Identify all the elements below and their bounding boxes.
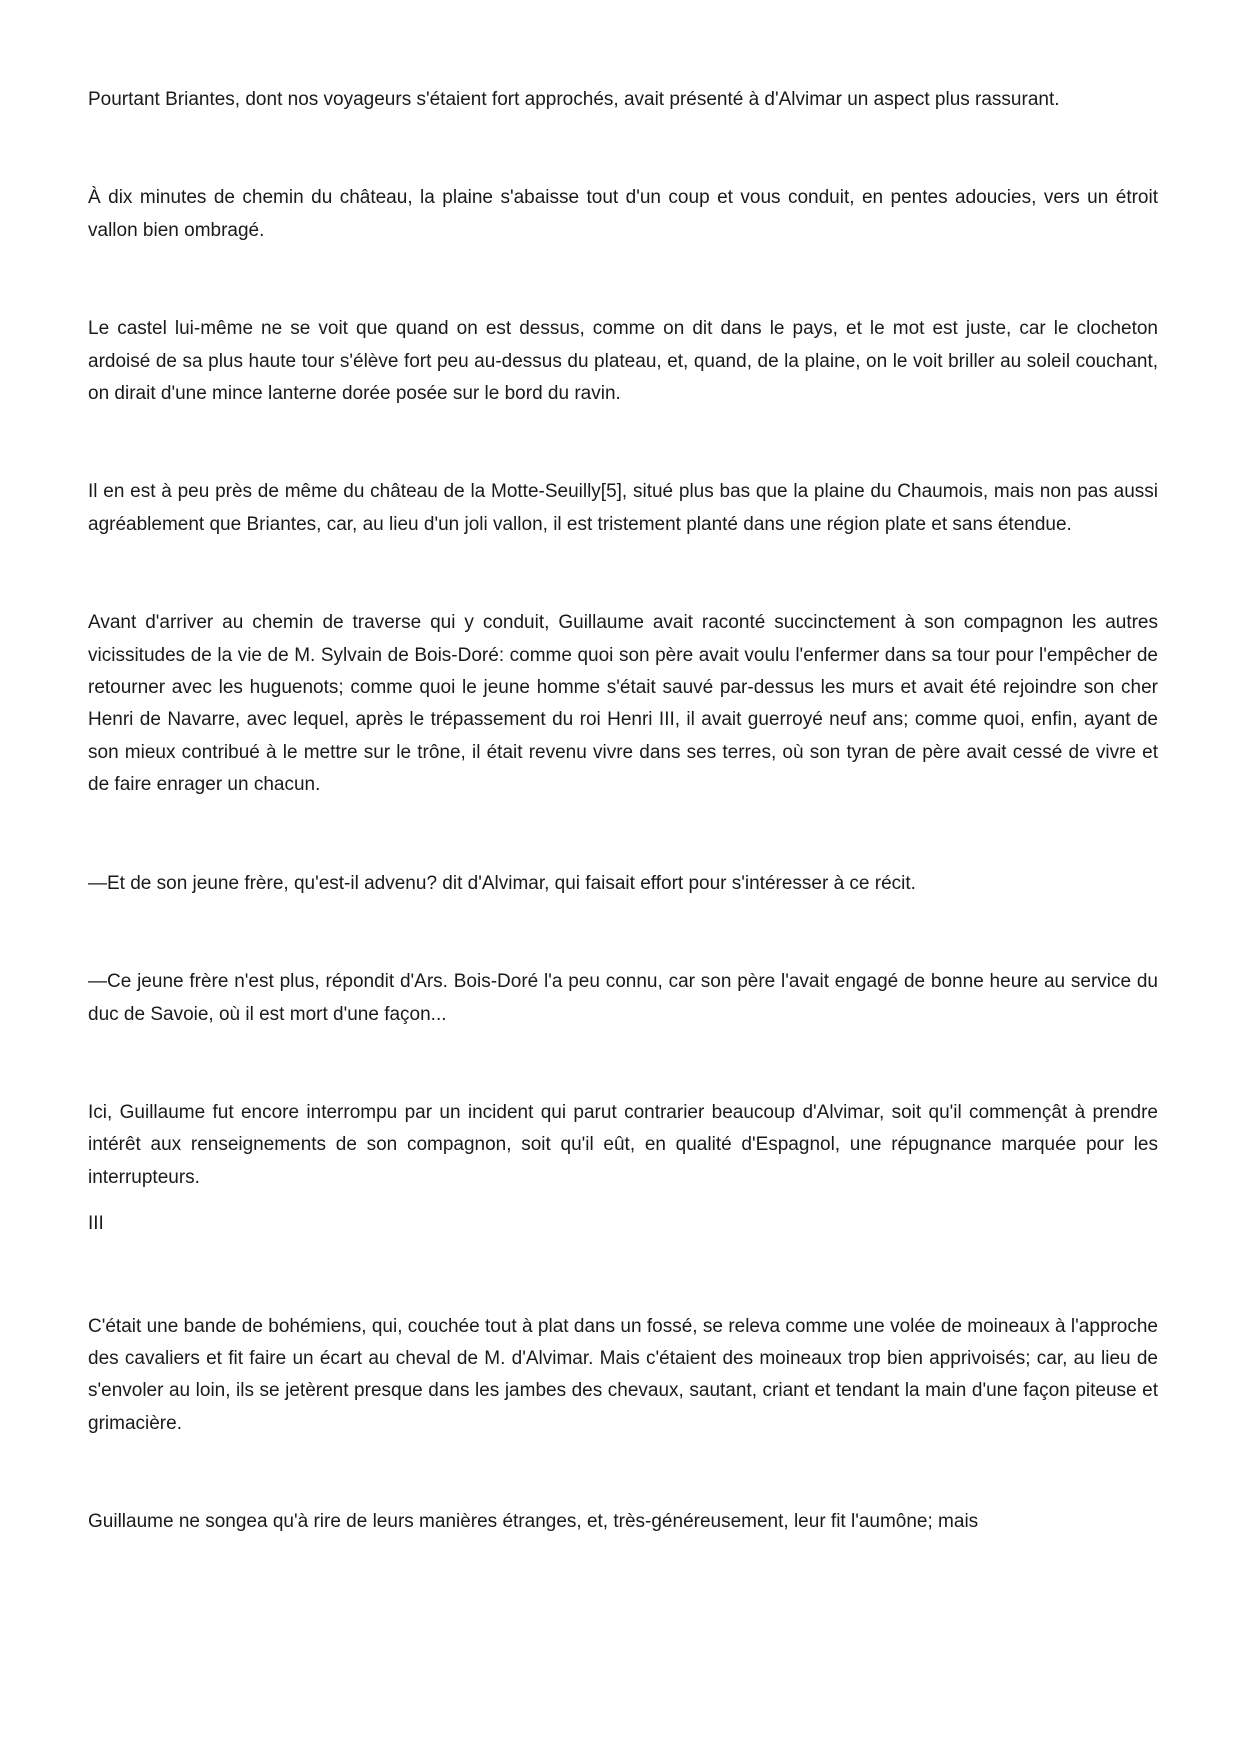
paragraph-5: Avant d'arriver au chemin de traverse qui y conduit, Guillaume avait raconté succinctement à son compagnon les autres vicissitudes de la vie de M. Sylvain de Bois-Doré: comme quoi son père avait voulu l'enfermer dans sa tour pour l'empêcher de retourner avec les huguenots; comme quoi le jeune homme s'était sauvé par-dessus les murs et avait été rejoindre son cher Henri de Navarre, avec lequel, après le trépassement du roi Henri III, il avait guerroyé neuf ans; comme quoi, enfin, ayant de son mieux contribué à le mettre sur le trône, il était revenu vivre dans ses terres, où son tyran de père avait cessé de vivre et de faire enrager un chacun. xyxy=(88,612,1158,796)
paragraph-6: —Et de son jeune frère, qu'est-il advenu? dit d'Alvimar, qui faisait effort pour s'intéresser à ce récit. xyxy=(88,872,916,894)
paragraph-2: À dix minutes de chemin du château, la plaine s'abaisse tout d'un coup et vous conduit, en pentes adoucies, vers un étroit vallon bien ombragé. xyxy=(88,187,1158,241)
paragraph-4: Il en est à peu près de même du château de la Motte-Seuilly[5], situé plus bas que la plaine du Chaumois, mais non pas aussi agréablement que Briantes, car, au lieu d'un joli vallon, il est tristement planté dans une région plate et sans étendue. xyxy=(88,481,1158,535)
paragraph-7: —Ce jeune frère n'est plus, répondit d'Ars. Bois-Doré l'a peu connu, car son père l'avait engagé de bonne heure au service du duc de Savoie, où il est mort d'une façon... xyxy=(88,971,1158,1025)
paragraph-10: Guillaume ne songea qu'à rire de leurs manières étranges, et, très-généreusement, leur fit l'aumône; mais xyxy=(88,1511,979,1533)
document-page xyxy=(88,84,1158,1539)
paragraph-9: C'était une bande de bohémiens, qui, couchée tout à plat dans un fossé, se releva comme une volée de moineaux à l'approche des cavaliers et fit faire un écart au cheval de M. d'Alvimar. Mais c'étaient des moineaux trop bien apprivoisés; car, au lieu de s'envoler au loin, ils se jetèrent presque dans les jambes des chevaux, sautant, criant et tendant la main d'une façon piteuse et grimacière. xyxy=(88,1315,1158,1434)
paragraph-3: Le castel lui-même ne se voit que quand on est dessus, comme on dit dans le pays, et le mot est juste, car le clocheton ardoisé de sa plus haute tour s'élève fort peu au-dessus du plateau, et, quand, de la plaine, on le voit briller au soleil couchant, on dirait d'une mince lanterne dorée posée sur le bord du ravin. xyxy=(88,318,1158,405)
paragraph-1: Pourtant Briantes, dont nos voyageurs s'étaient fort approchés, avait présenté à d'Alvimar un aspect plus rassurant. xyxy=(88,89,1060,110)
paragraph-8: Ici, Guillaume fut encore interrompu par un incident qui parut contrarier beaucoup d'Alvimar, soit qu'il commençât à prendre intérêt aux renseignements de son compagnon, soit qu'il eût, en qualité d'Espagnol, une répugnance marquée pour les interrupteurs. xyxy=(88,1101,1158,1188)
chapter-heading: III xyxy=(88,1213,104,1235)
